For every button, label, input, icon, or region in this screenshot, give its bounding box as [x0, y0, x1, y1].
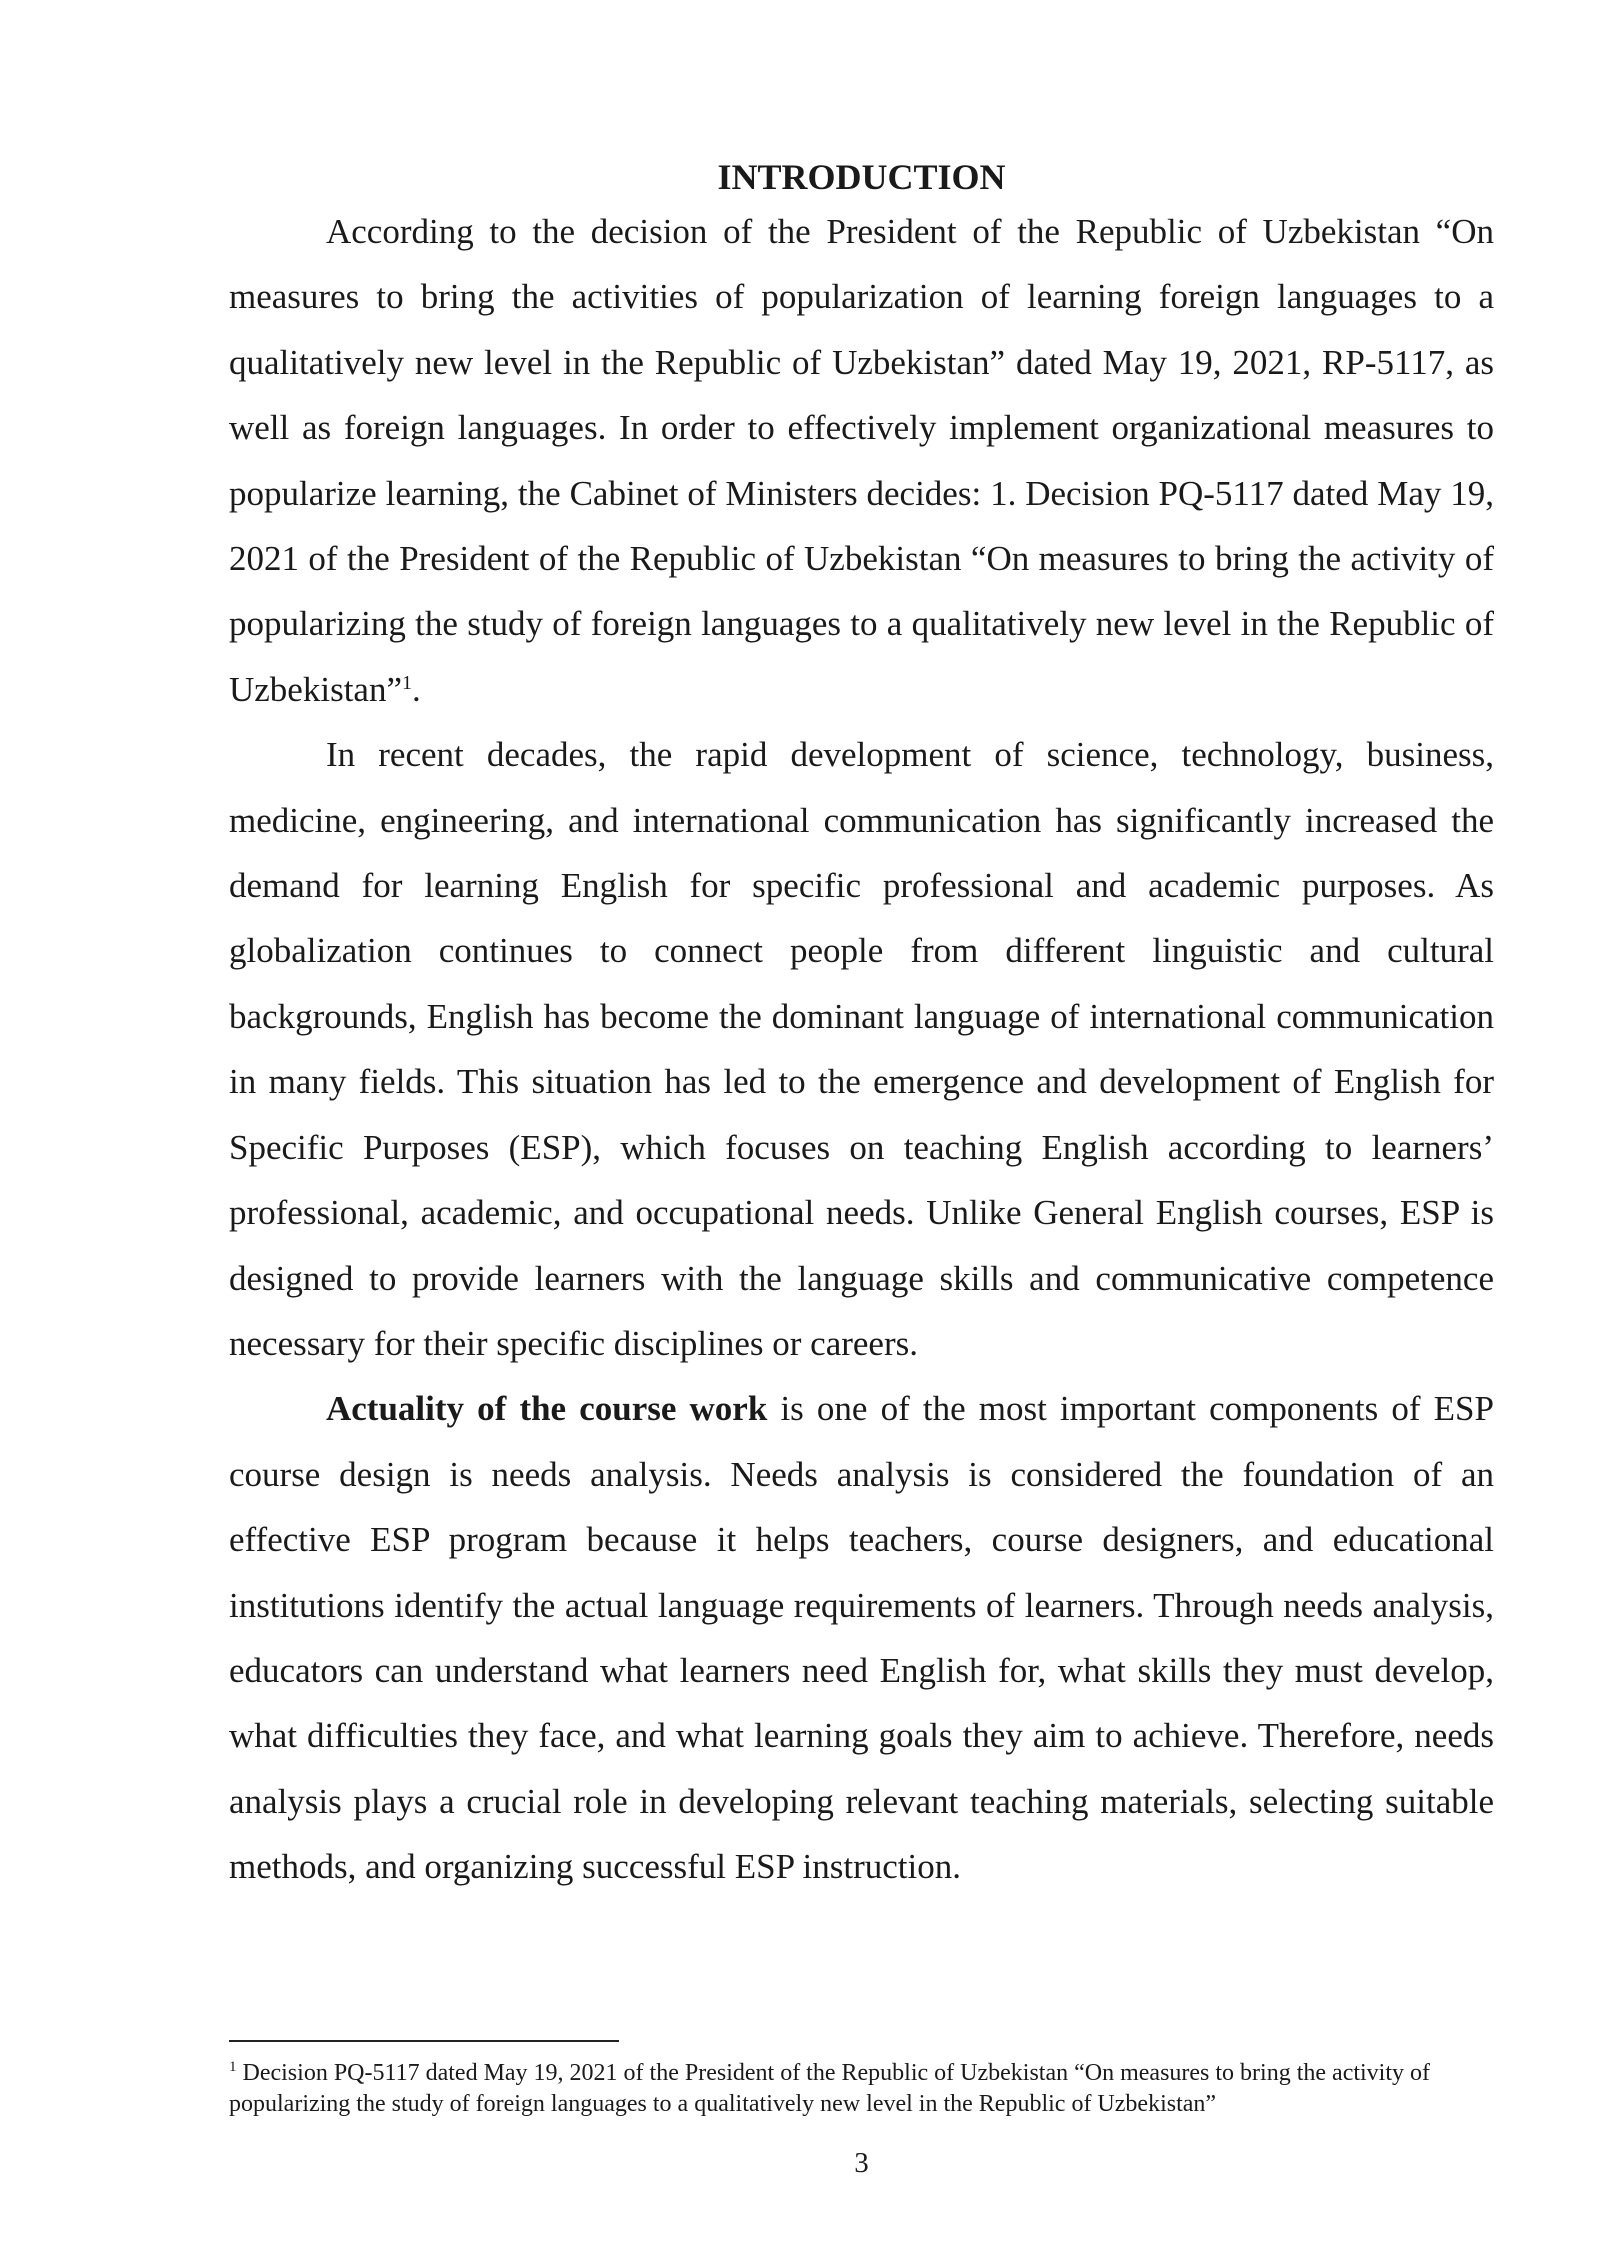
paragraph-decree-text: According to the decision of the President of the Republic of Uzbekistan “On measures to bring the activities of popularization of learning foreign languages to a qualitatively new level in the Republic of Uzbekistan” dated May 19, 2021, RP-5117, as well as foreign languages. In order to effectively implement organizational measures to popularize learning, the Cabinet of Ministers decides: 1. Decision PQ-5117 dated May 19, 2021 of the President of the Republic of Uzbekistan “On measures to bring the activity of popularizing the study of foreign languages to a qualitatively new level in the Republic of Uzbekistan” [229, 212, 1494, 709]
footnote-divider [229, 2040, 619, 2042]
paragraph-actuality-text: is one of the most important components of ESP course design is needs analysis. Needs analysis is considered the foundation of an effective ESP program because it helps teachers, course designers, and educational institutions identify the actual language requirements of learners. Through needs analysis, educators can understand what learners need English for, what skills they must develop, what difficulties they face, and what learning goals they aim to achieve. Therefore, needs analysis plays a crucial role in developing relevant teaching materials, selecting suitable methods, and organizing successful ESP instruction. [229, 1389, 1494, 1887]
footnote-reference[interactable]: 1 [401, 671, 412, 694]
paragraph-decree [229, 199, 1494, 722]
paragraph-recent-decades: In recent decades, the rapid development of science, technology, business, medicine, engineering, and international communication has significantly increased the demand for learning English for specific professional and academic purposes. As globalization continues to connect people from different linguistic and cultural backgrounds, English has become the dominant language of international communication in many fields. This situation has led to the emergence and development of English for Specific Purposes (ESP), which focuses on teaching English according to learners’ professional, academic, and occupational needs. Unlike General English courses, ESP is designed to provide learners with the language skills and communicative competence necessary for their specific disciplines or careers. [229, 735, 1494, 1363]
body-text [229, 199, 1494, 1900]
paragraph-decree-end: . [411, 669, 421, 709]
paragraph-actuality [229, 1376, 1494, 1899]
actuality-bold-lead: Actuality of the course work [326, 1389, 768, 1429]
footnote [229, 2058, 1494, 2120]
page-number: 3 [854, 2147, 869, 2179]
footnote-marker: 1 [229, 2059, 237, 2075]
footnote-text: Decision PQ-5117 dated May 19, 2021 of the President of the Republic of Uzbekistan “On measures to bring the activity of popularizing the study of foreign languages to a qualitatively new level in the Republic of Uzbekistan” [229, 2060, 1431, 2117]
page-heading: INTRODUCTION [717, 157, 1006, 197]
